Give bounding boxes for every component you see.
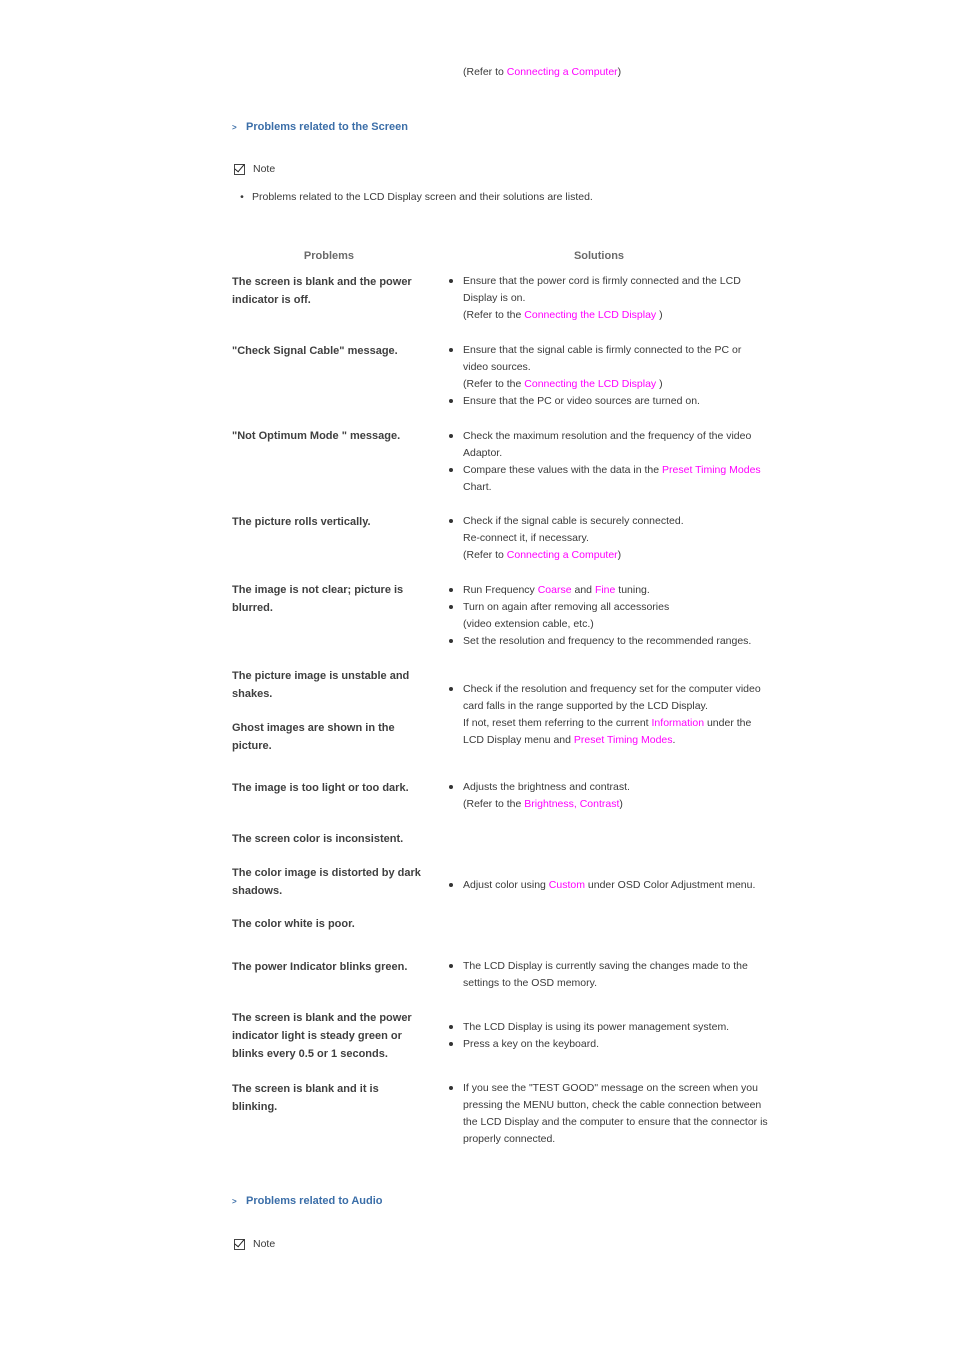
solution-text: Chart. (463, 481, 492, 493)
refer-prefix: (Refer to (463, 549, 507, 561)
refer-suffix: ) (656, 378, 663, 390)
connecting-computer-link[interactable]: Connecting a Computer (506, 549, 618, 561)
fine-link[interactable]: Fine (594, 584, 616, 596)
solution-item: Ensure that the signal cable is firmly connected to the PC or video sources. (449, 342, 769, 376)
problem-cell: "Check Signal Cable" message. (232, 345, 398, 357)
problem-cell: The screen is blank and the power indicator is off. (232, 276, 412, 306)
solution-item: If you see the "TEST GOOD" message on the screen when you pressing the MENU button, check the cable connection between the LCD Display and the computer to ensure that the connector is properly connected. (449, 1080, 769, 1148)
solution-cell (449, 513, 769, 564)
solution-text: Adjust color using (463, 879, 549, 891)
problem-cell: The image is not clear; picture is blurred. (232, 584, 404, 614)
solution-item: Ensure that the power cord is firmly connected and the LCD Display is on. (449, 273, 769, 307)
solution-item (449, 877, 769, 894)
refer-line (449, 547, 769, 564)
solution-item (449, 462, 769, 496)
solution-cell (449, 877, 769, 894)
solution-item: Set the resolution and frequency to the recommended ranges. (449, 633, 769, 650)
problem-cell: The power Indicator blinks green. (232, 961, 408, 973)
note-label: Note (253, 163, 276, 175)
section-screen-title: Problems related to the Screen (246, 121, 408, 133)
chevron-right-icon: > (232, 122, 237, 132)
refer-line (449, 307, 769, 324)
solution-item: The LCD Display is using its power management system. (449, 1019, 769, 1036)
connecting-computer-link[interactable]: Connecting a Computer (506, 66, 618, 78)
checkbox-icon (234, 1239, 245, 1250)
checkbox-icon (234, 164, 245, 175)
solution-cell (449, 958, 769, 992)
refer-line (449, 796, 769, 813)
refer-line (449, 376, 769, 393)
solution-item: The LCD Display is currently saving the changes made to the settings to the OSD memory. (449, 958, 769, 992)
problem-cell: The picture rolls vertically. (232, 516, 371, 528)
solution-text: . (672, 734, 676, 746)
solution-text: Compare these values with the data in the (463, 464, 663, 476)
solution-cell (449, 582, 769, 650)
intro-bullet (232, 191, 593, 203)
solution-item: Check if the resolution and frequency set for the computer video card falls in the range supported by the LCD Display. (449, 681, 769, 715)
solution-text: under OSD Color Adjustment menu. (584, 879, 756, 891)
problem-cell: The picture image is unstable and shakes. (232, 670, 410, 700)
problem-cell: Ghost images are shown in the picture. (232, 722, 395, 752)
solution-cell (449, 1019, 769, 1053)
col-header-problems: Problems (303, 250, 355, 262)
solution-item: Ensure that the PC or video sources are turned on. (449, 393, 769, 410)
solution-text: If not, reset them referring to the current (463, 717, 652, 729)
preset-timing-modes-link[interactable]: Preset Timing Modes (662, 464, 761, 476)
refer-suffix: ) (617, 66, 622, 78)
solution-continuation: Re-connect it, if necessary. (463, 532, 589, 544)
chevron-right-icon: > (232, 1196, 237, 1206)
note-label: Note (253, 1238, 276, 1250)
problem-cell: The color white is poor. (232, 918, 355, 930)
refer-suffix: ) (619, 798, 623, 810)
solution-item: Turn on again after removing all accessories (449, 599, 769, 616)
intro-text: Problems related to the LCD Display screen and their solutions are listed. (252, 191, 593, 203)
problem-cell: The screen color is inconsistent. (232, 833, 404, 845)
solution-item (449, 582, 769, 599)
section-screen-heading (232, 121, 408, 133)
refer-suffix: ) (617, 549, 622, 561)
solution-text: Run Frequency (463, 584, 538, 596)
refer-prefix: (Refer to (463, 66, 507, 78)
section-audio-title: Problems related to Audio (246, 1195, 383, 1207)
solution-continuation: (video extension cable, etc.) (463, 618, 594, 630)
problem-cell: "Not Optimum Mode " message. (232, 430, 401, 442)
solution-cell (449, 342, 769, 410)
refer-suffix: ) (656, 309, 663, 321)
refer-prefix: (Refer to the (463, 378, 525, 390)
coarse-link[interactable]: Coarse (537, 584, 572, 596)
solution-cell (449, 1080, 769, 1148)
custom-link[interactable]: Custom (548, 879, 585, 891)
problem-cell: The screen is blank and it is blinking. (232, 1083, 379, 1113)
refer-prefix: (Refer to the (463, 309, 525, 321)
solution-cell (449, 779, 769, 813)
note-screen (233, 163, 275, 175)
solution-continuation (449, 715, 769, 749)
solution-text: tuning. (615, 584, 650, 596)
solution-cell (449, 428, 769, 496)
preset-timing-modes-link[interactable]: Preset Timing Modes (573, 734, 673, 746)
refer-prefix: (Refer to the (463, 798, 525, 810)
brightness-contrast-link[interactable]: Brightness, Contrast (524, 798, 620, 810)
col-header-solutions: Solutions (573, 250, 625, 262)
problem-cell: The image is too light or too dark. (232, 782, 409, 794)
problem-cell: The color image is distorted by dark shadows. (232, 867, 421, 897)
top-refer-line (463, 64, 621, 81)
problem-cell: The screen is blank and the power indicator light is steady green or blinks every 0.5 or 1 seconds. (232, 1012, 412, 1060)
note-audio (233, 1238, 275, 1250)
bullet-icon: • (240, 191, 244, 203)
connecting-lcd-link[interactable]: Connecting the LCD Display (524, 378, 657, 390)
solution-cell (449, 681, 769, 749)
solution-item: Press a key on the keyboard. (449, 1036, 769, 1053)
connecting-lcd-link[interactable]: Connecting the LCD Display (524, 309, 657, 321)
section-audio-heading (232, 1195, 383, 1207)
solution-cell (449, 273, 769, 324)
solution-item: Check the maximum resolution and the frequency of the video Adaptor. (449, 428, 769, 462)
solution-text: under the LCD Display menu and (463, 717, 752, 746)
solution-item: Check if the signal cable is securely connected. (449, 513, 769, 530)
solution-text: and (571, 584, 595, 596)
information-link[interactable]: Information (651, 717, 705, 729)
solution-item: Adjusts the brightness and contrast. (449, 779, 769, 796)
